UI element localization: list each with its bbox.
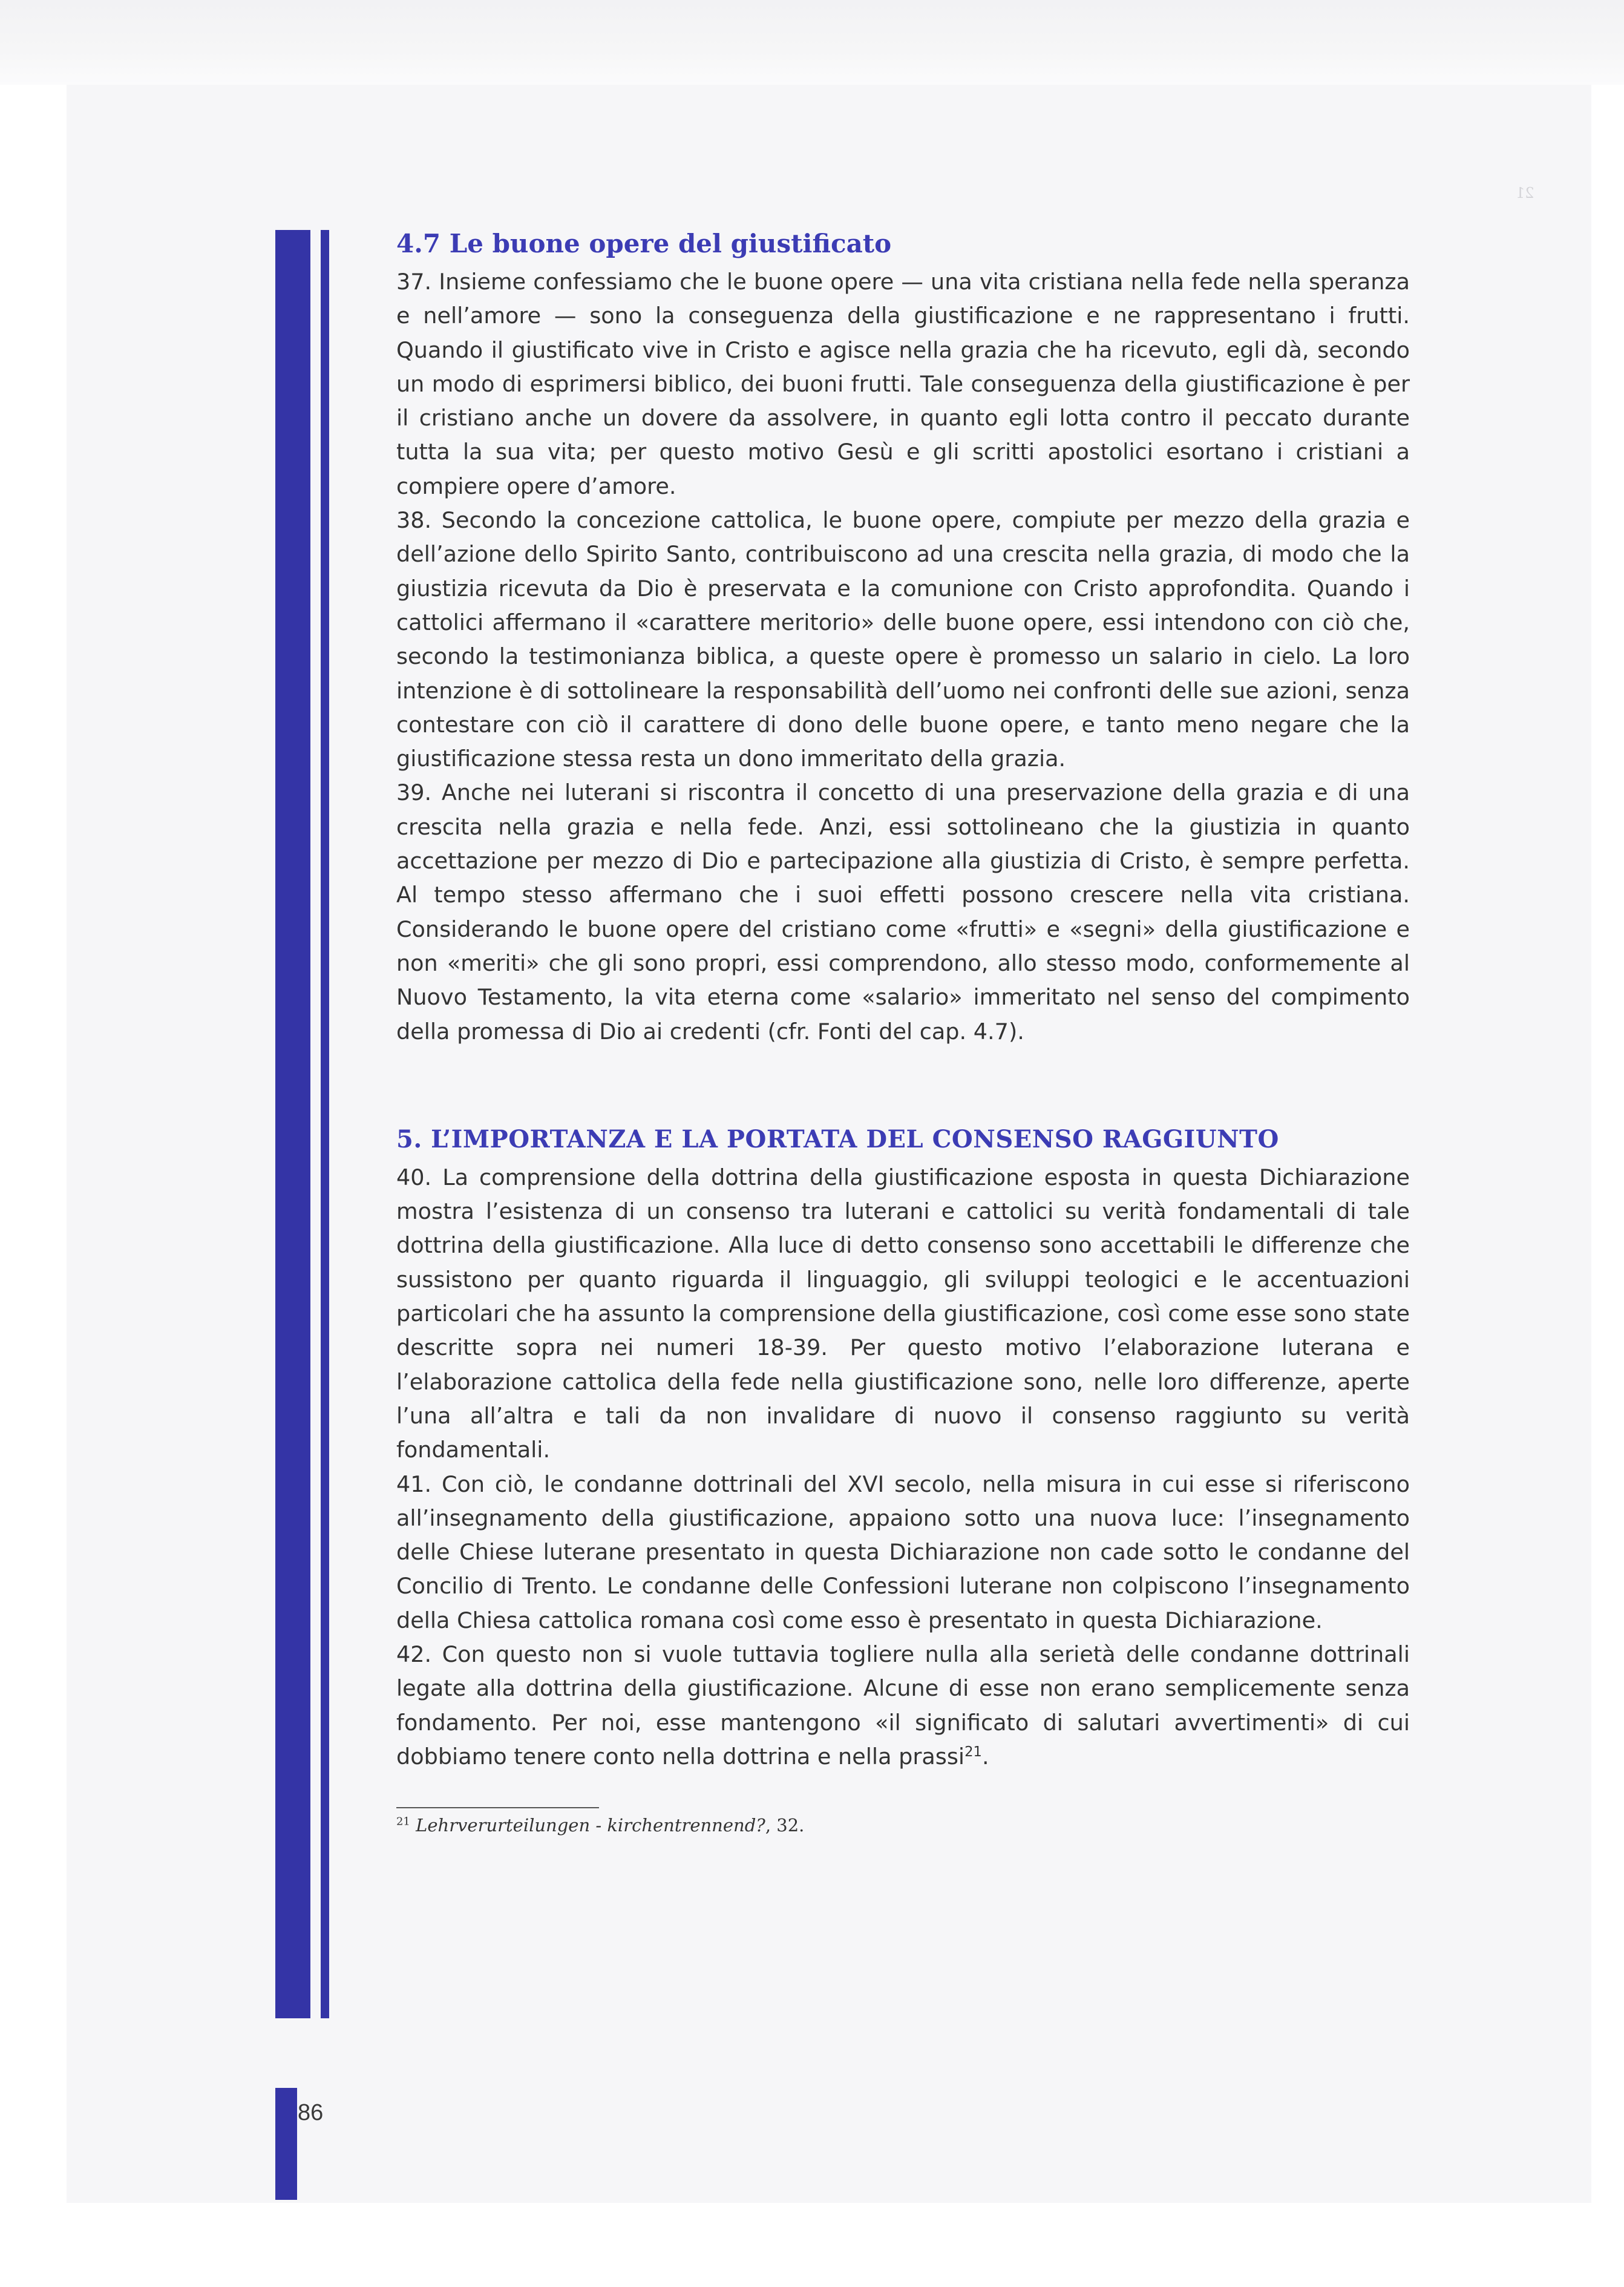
paragraph-text: Con ciò, le condanne dottrinali del XVI secolo, nella misura in cui esse si riferiscono all’insegnamento della giustificazione, appaiono sotto una nuova luce: l’insegnamento delle Chiese luterane presentato in questa Dichiarazione non cade sotto le condanne del Concilio di Trento. Le condanne delle Confessioni luterane non colpiscono l’insegnamento della Chiesa cattolica romana così come esso è presentato in questa Dichiarazione. bbox=[396, 1471, 1410, 1633]
paragraph-number: 38. bbox=[396, 507, 432, 534]
paragraph-41 bbox=[396, 1468, 1410, 1638]
paragraph-number: 39. bbox=[396, 779, 432, 806]
footnote-21 bbox=[396, 1813, 1410, 1837]
scan-top-shadow bbox=[0, 0, 1624, 85]
page-number-bar bbox=[275, 2088, 297, 2200]
paragraph-40 bbox=[396, 1161, 1410, 1468]
margin-bar-thin bbox=[321, 230, 329, 2018]
footnote-divider bbox=[396, 1807, 599, 1808]
paragraph-text: Secondo la concezione cattolica, le buone opere, compiute per mezzo della grazia e dell’azione dello Spirito Santo, contribuiscono ad una crescita nella grazia, di modo che la giustizia ricevuta da Dio è preservata e la comunione con Cristo approfondita. Quando i cattolici affermano il «carattere meritorio» delle buone opere, essi intendono con ciò che, secondo la testimonianza biblica, a queste opere è promesso un salario in cielo. La loro intenzione è di sottolineare la responsabilità dell’uomo nei confronti delle sue azioni, senza contestare con ciò il carattere di dono delle buone opere, e tanto meno negare che la giustificazione stessa resta un dono immeritato della grazia. bbox=[396, 507, 1410, 772]
paragraph-42 bbox=[396, 1638, 1410, 1774]
footnote-title: Lehrverurteilungen - kirchentrennend? bbox=[416, 1815, 765, 1836]
paragraph-number: 37. bbox=[396, 269, 432, 295]
paragraph-text: Con questo non si vuole tuttavia togliere nulla alla serietà delle condanne dottrinali legate alla dottrina della giustificazione. Alcune di esse non erano semplicemente senza fondamento. Per noi, esse mantengono «il significato di salutari avvertimenti» di cui dobbiamo tenere conto nella dottrina e nella prassi bbox=[396, 1641, 1410, 1770]
paragraph-number: 40. bbox=[396, 1164, 432, 1190]
paragraph-end: . bbox=[981, 1743, 989, 1770]
footnote-marker: 21 bbox=[396, 1815, 410, 1828]
bleed-through-mark: 21 bbox=[1516, 185, 1534, 202]
chapter-5-heading: 5. L’IMPORTANZA E LA PORTATA DEL CONSENSO RAGGIUNTO bbox=[396, 1124, 1279, 1153]
paragraph-number: 41. bbox=[396, 1471, 432, 1497]
paragraph-text: Insieme confessiamo che le buone opere — una vita cristiana nella fede nella speranza e nell’amore — sono la conseguenza della giustificazione e ne rappresentano i frutti. Quando il giustificato vive in Cristo e agisce nella grazia che ha ricevuto, egli dà, secondo un modo di esprimersi biblico, dei buoni frutti. Tale conseguenza della giustificazione è per il cristiano anche un dovere da assolvere, in quanto egli lotta contro il peccato durante tutta la sua vita; per questo motivo Gesù e gli scritti apostolici esortano i cristiani a compiere opere d’amore. bbox=[396, 269, 1410, 499]
footnote-reference: 21 bbox=[964, 1744, 982, 1760]
paragraph-37 bbox=[396, 265, 1410, 504]
paragraph-number: 42. bbox=[396, 1641, 432, 1667]
footnote-page: , 32. bbox=[765, 1815, 805, 1836]
paragraph-38 bbox=[396, 504, 1410, 776]
page-number: 86 bbox=[298, 2100, 324, 2125]
paragraph-39 bbox=[396, 776, 1410, 1048]
page-content bbox=[396, 223, 1410, 1837]
margin-bar-thick bbox=[275, 230, 310, 2018]
section-4-7-heading: 4.7 Le buone opere del giustificato bbox=[396, 229, 892, 258]
paragraph-text: La comprensione della dottrina della giustificazione esposta in questa Dichiarazione mostra l’esistenza di un consenso tra luterani e cattolici su verità fondamentali di tale dottrina della giustificazione. Alla luce di detto consenso sono accettabili le differenze che sussistono per quanto riguarda il linguaggio, gli sviluppi teologici e le accentuazioni particolari che ha assunto la comprensione della giustificazione, così come esse sono state descritte sopra nei numeri 18-39. Per questo motivo l’elaborazione luterana e l’elaborazione cattolica della fede nella giustificazione sono, nelle loro differenze, aperte l’una all’altra e tali da non invalidare di nuovo il consenso raggiunto su verità fondamentali. bbox=[396, 1164, 1410, 1463]
paragraph-text: Anche nei luterani si riscontra il concetto di una preservazione della grazia e di una crescita nella grazia e nella fede. Anzi, essi sottolineano che la giustizia in quanto accettazione per mezzo di Dio e partecipazione alla giustizia di Cristo, è sempre perfetta. Al tempo stesso affermano che i suoi effetti possono crescere nella vita cristiana. Considerando le buone opere del cristiano come «frutti» e «segni» della giustificazione e non «meriti» che gli sono propri, essi comprendono, allo stesso modo, conformemente al Nuovo Testamento, la vita eterna come «salario» immeritato nel senso del compimento della promessa di Dio ai credenti (cfr. Fonti del cap. 4.7). bbox=[396, 779, 1410, 1045]
